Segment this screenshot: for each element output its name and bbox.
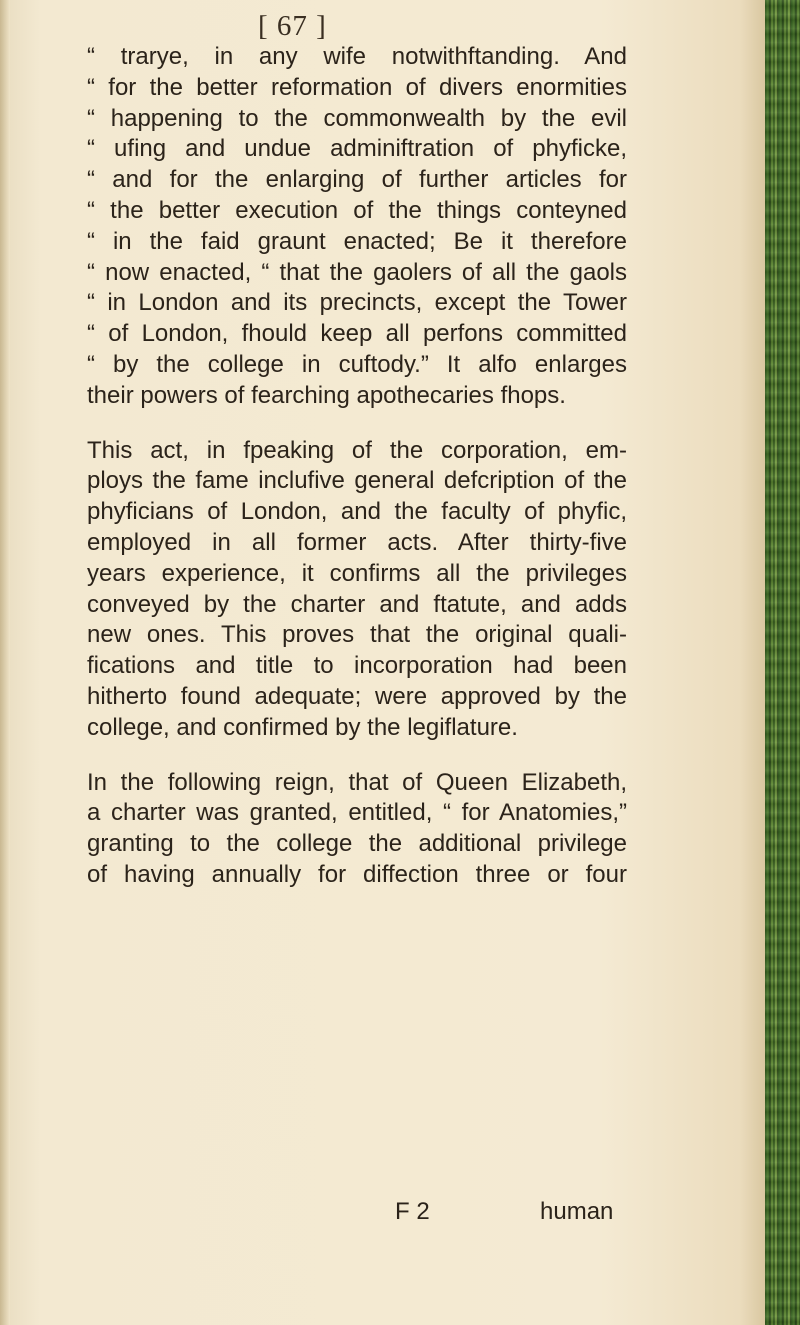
paragraph-3 [87,768,627,891]
text-line: phyficians of London, and the faculty of phyfic, [87,498,627,526]
text-line: college, and confirmed by the legiflature. [87,713,518,741]
text-line: of having annually for diffection three or four [87,860,627,888]
catchword: human [540,1198,614,1225]
text-line: “ and for the enlarging of further articles for [87,166,627,194]
text-line: “ trarye, in any wife notwithftanding. And [87,43,627,70]
text-line: years experience, it confirms all the privileges [87,559,627,587]
text-line: “ the better execution of the things conteyned [87,196,627,224]
text-line: granting to the college the additional privilege [87,830,627,858]
paragraph-2 [87,436,627,744]
text-line: ploys the fame inclufive general defcription of the [87,467,627,495]
text-line: “ by the college in cuftody.” It alfo enlarges [87,350,627,378]
text-line: “ now enacted, “ that the gaolers of all the gaols [87,258,627,286]
text-line: “ in London and its precincts, except the Tower [87,289,627,317]
text-line: their powers of fearching apothecaries fhops. [87,381,566,409]
text-line: “ happening to the commonwealth by the evil [87,104,627,132]
signature-mark: F 2 [395,1198,430,1225]
body-text [87,42,627,891]
text-line: new ones. This proves that the original quali- [87,621,627,649]
page-left-edge [0,0,10,1325]
text-line: “ ufing and undue adminiftration of phyficke, [87,135,627,163]
text-line: a charter was granted, entitled, “ for Anatomies,” [87,799,627,827]
text-line: employed in all former acts. After thirty-five [87,528,627,556]
text-line: fications and title to incorporation had been [87,652,627,680]
text-line: “ in the faid graunt enacted; Be it therefore [87,227,627,255]
paragraph-1 [87,42,627,412]
book-spine [765,0,800,1325]
text-line: In the following reign, that of Queen Elizabeth, [87,768,627,796]
text-line: hitherto found adequate; were approved by the [87,682,627,710]
page-number-header: [ 67 ] [258,10,327,42]
text-line: This act, in fpeaking of the corporation, em- [87,436,627,464]
text-line: conveyed by the charter and ftatute, and adds [87,590,627,618]
text-line: “ of London, fhould keep all perfons committed [87,320,627,348]
text-line: “ for the better reformation of divers enormities [87,73,627,101]
